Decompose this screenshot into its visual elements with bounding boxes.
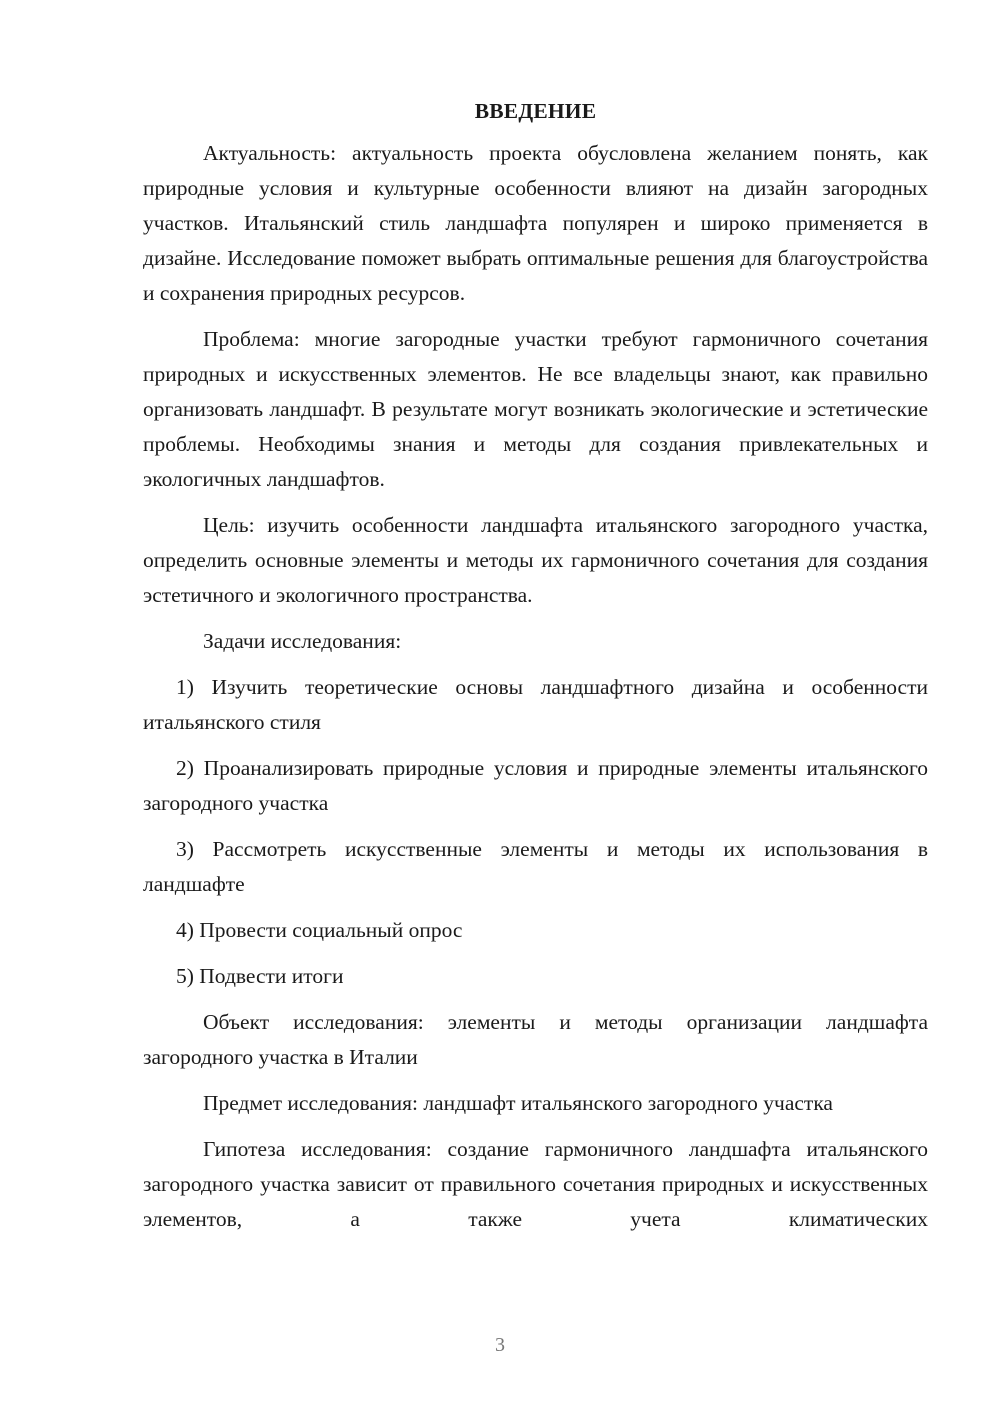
paragraph-subject: Предмет исследования: ландшафт итальянского загородного участка xyxy=(203,1091,833,1115)
page-number: 3 xyxy=(495,1334,505,1356)
paragraph-hypothesis: Гипотеза исследования: создание гармоничного ландшафта итальянского загородного участка зависит от правильного сочетания природных и искусственных элементов, а также учета климатических xyxy=(143,1137,928,1231)
paragraph-tasks-heading: Задачи исследования: xyxy=(203,629,402,653)
task-item-1: 1) Изучить теоретические основы ландшафтного дизайна и особенности итальянского стиля xyxy=(143,675,928,734)
task-item-3: 3) Рассмотреть искусственные элементы и методы их использования в ландшафте xyxy=(143,837,928,896)
task-item-4: 4) Провести социальный опрос xyxy=(176,918,463,942)
document-title: ВВЕДЕНИЕ xyxy=(474,99,597,123)
document-body xyxy=(143,94,928,1248)
paragraph-relevance: Актуальность: актуальность проекта обусловлена желанием понять, как природные условия и культурные особенности влияют на дизайн загородных участков. Итальянский стиль ландшафта популярен и широко применяется в дизайне. Исследование поможет выбрать оптимальные решения для благоустройства и сохранения природных ресурсов. xyxy=(143,141,928,305)
task-item-2: 2) Проанализировать природные условия и природные элементы итальянского загородного участка xyxy=(143,756,928,815)
task-item-5: 5) Подвести итоги xyxy=(176,964,344,988)
paragraph-goal: Цель: изучить особенности ландшафта итальянского загородного участка, определить основные элементы и методы их гармоничного сочетания для создания эстетичного и экологичного пространства. xyxy=(143,513,928,607)
paragraph-problem: Проблема: многие загородные участки требуют гармоничного сочетания природных и искусственных элементов. Не все владельцы знают, как правильно организовать ландшафт. В результате могут возникать экологические и эстетические проблемы. Необходимы знания и методы для создания привлекательных и экологичных ландшафтов. xyxy=(143,327,928,491)
paragraph-object: Объект исследования: элементы и методы организации ландшафта загородного участка в Италии xyxy=(143,1010,928,1069)
